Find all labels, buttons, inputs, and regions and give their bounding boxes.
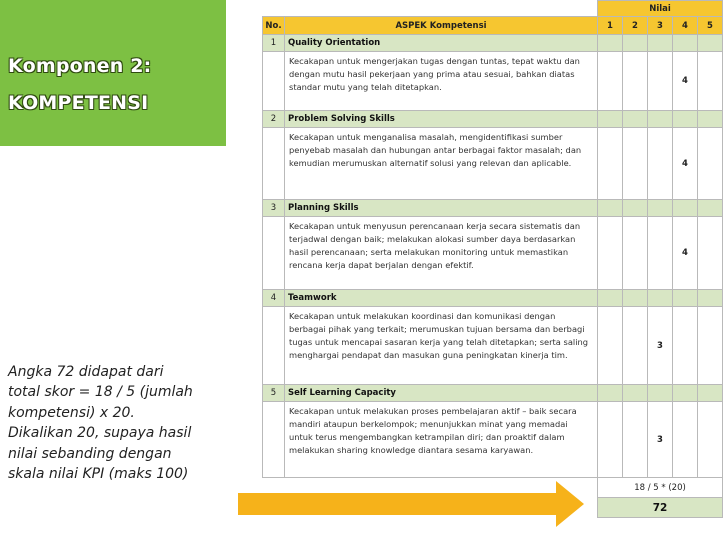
row-number: 4 xyxy=(263,290,285,307)
score-value: 3 xyxy=(648,307,673,385)
scale-header: 1 xyxy=(598,17,623,35)
score-value: 4 xyxy=(673,128,698,200)
explanation-note xyxy=(8,362,246,484)
title-line-2: KOMPETENSI xyxy=(8,92,149,114)
note-line: total skor = 18 / 5 (jumlah xyxy=(8,384,193,401)
category-description: Kecakapan untuk menganalisa masalah, mengidentifikasi sumber penyebab masalah dan hubungan antar berbagai faktor masalah; dan kemudian merumuskan alternatif solusi yang relevan dan aplicable. xyxy=(285,128,598,200)
nilai-header: Nilai xyxy=(598,1,723,17)
description-row xyxy=(263,307,723,385)
category-row xyxy=(263,200,723,217)
category-description: Kecakapan untuk melakukan proses pembelajaran aktif – baik secara mandiri ataupun berkelompok; menunjukkan minat yang memadai untuk terus mengembangkan ketrampilan diri; dan proaktif dalam melakukan sharing knowledge diantara sesama karyawan. xyxy=(285,402,598,478)
no-header: No. xyxy=(263,17,285,35)
category-name: Quality Orientation xyxy=(285,35,598,52)
category-name: Teamwork xyxy=(285,290,598,307)
formula-row xyxy=(263,478,723,498)
description-row xyxy=(263,52,723,111)
category-name: Self Learning Capacity xyxy=(285,385,598,402)
title-box xyxy=(0,0,226,146)
title-line-1: Komponen 2: xyxy=(8,55,152,77)
competency-table xyxy=(262,0,723,518)
scale-header: 4 xyxy=(673,17,698,35)
note-line: Angka 72 didapat dari xyxy=(8,364,164,380)
category-row xyxy=(263,290,723,307)
score-formula: 18 / 5 * (20) xyxy=(598,478,723,498)
category-name: Problem Solving Skills xyxy=(285,111,598,128)
scale-header: 5 xyxy=(698,17,723,35)
score-value: 4 xyxy=(673,217,698,290)
category-description: Kecakapan untuk menyusun perencanaan kerja secara sistematis dan terjadwal dengan baik; melakukan alokasi sumber daya berdasarkan hasil perencanaan; serta melakukan monitoring untuk memastikan rencana kerja dapat berjalan dengan efektif. xyxy=(285,217,598,290)
category-description: Kecakapan untuk mengerjakan tugas dengan tuntas, tepat waktu dan dengan mutu hasil pekerjaan yang prima atau sesuai, bahkan diatas standar mutu yang telah ditetapkan. xyxy=(285,52,598,111)
category-description: Kecakapan untuk melakukan koordinasi dan komunikasi dengan berbagai pihak yang terkait; merumuskan tujuan bersama dan berbagi tugas untuk mencapai sasaran kerja yang telah ditetapkan; serta saling menghargai pendapat dan masukan guna peningkatan kinerja tim. xyxy=(285,307,598,385)
total-score: 72 xyxy=(598,498,723,518)
note-line: nilai sebanding dengan xyxy=(8,445,172,462)
description-row xyxy=(263,128,723,200)
score-value: 3 xyxy=(648,402,673,478)
row-number: 2 xyxy=(263,111,285,128)
total-row xyxy=(263,498,723,518)
description-row xyxy=(263,402,723,478)
score-value: 4 xyxy=(673,52,698,111)
category-row xyxy=(263,111,723,128)
note-line: kompetensi) x 20. xyxy=(8,404,135,421)
scale-header: 2 xyxy=(623,17,648,35)
aspek-header: ASPEK Kompetensi xyxy=(285,17,598,35)
category-row xyxy=(263,35,723,52)
description-row xyxy=(263,217,723,290)
note-line: Dikalikan 20, supaya hasil xyxy=(8,425,192,442)
row-number: 1 xyxy=(263,35,285,52)
header-row xyxy=(263,17,723,35)
row-number: 3 xyxy=(263,200,285,217)
category-row xyxy=(263,385,723,402)
row-number: 5 xyxy=(263,385,285,402)
note-line: skala nilai KPI (maks 100) xyxy=(8,466,189,483)
category-name: Planning Skills xyxy=(285,200,598,217)
scale-header: 3 xyxy=(648,17,673,35)
